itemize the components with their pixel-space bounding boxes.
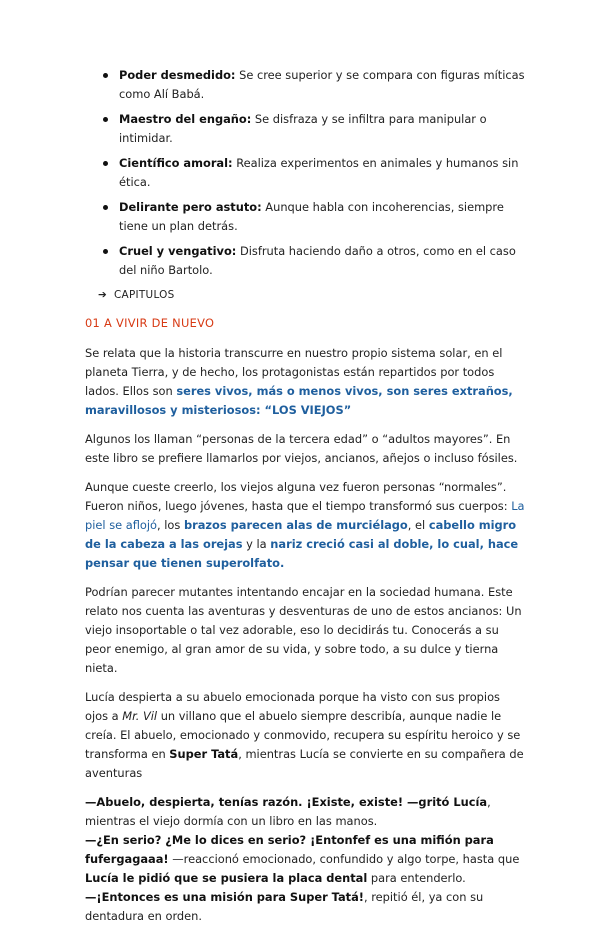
dialog-line: —¿En serio? ¿Me lo dices en serio? ¡Entonfef es una mifión para fufergagaaa! —reaccionó emocionado, confundido y algo torpe, hasta que Lucía le pidió que se pusiera la placa dental para entenderlo. <box>85 833 520 885</box>
paragraph: Lucía despierta a su abuelo emocionada porque ha visto con sus propios ojos a Mr. Vil un villano que el abuelo siempre describía, aunque nadie le creía. El abuelo, emocionado y conmovido, recupera su espíritu heroico y se transforma en Super Tatá, mientras Lucía se convierte en su compañera de aventuras <box>85 690 524 780</box>
dialog-block <box>85 793 525 926</box>
list-item: Maestro del engaño: Se disfraza y se infiltra para manipular o intimidar. <box>85 110 525 148</box>
paragraph: Se relata que la historia transcurre en nuestro propio sistema solar, en el planeta Tierra, y de hecho, los protagonistas están repartidos por todos lados. Ellos son seres vivos, más o menos vivos, son seres extraños, maravillosos y misteriosos: “LOS VIEJOS” <box>85 346 513 417</box>
dialog-line: —Abuelo, despierta, tenías razón. ¡Existe, existe! —gritó Lucía, mientras el viejo dormía con un libro en las manos. <box>85 795 491 828</box>
arrow-right-icon: ➔ <box>98 289 108 301</box>
paragraph: Aunque cueste creerlo, los viejos alguna vez fueron personas “normales”. Fueron niños, luego jóvenes, hasta que el tiempo transformó sus cuerpos: La piel se aflojó, los brazos parecen alas de murciélago, el cabello migro de la cabeza a las orejas y la nariz creció casi al doble, lo cual, hace pensar que tienen superolfato. <box>85 480 525 570</box>
list-item: Delirante pero astuto: Aunque habla con incoherencias, siempre tiene un plan detrás. <box>85 198 525 236</box>
section-label: CAPITULOS <box>114 289 175 301</box>
paragraph: Algunos los llaman “personas de la tercera edad” o “adultos mayores”. En este libro se prefiere llamarlos por viejos, ancianos, añejos o incluso fósiles. <box>85 432 518 465</box>
bullet-icon <box>103 161 108 166</box>
paragraph: Podrían parecer mutantes intentando encajar en la sociedad humana. Este relato nos cuenta las aventuras y desventuras de uno de estos ancianos: Un viejo insoportable o tal vez adorable, eso lo decidirás tu. Conocerás a su peor enemigo, al gran amor de su vida, y sobre todo, a su dulce y tierna nieta. <box>85 585 522 675</box>
villain-name: Mr. Vil <box>122 709 158 723</box>
chapter-title: 01 A VIVIR DE NUEVO <box>85 316 215 330</box>
list-item: Poder desmedido: Se cree superior y se compara con figuras míticas como Alí Babá. <box>85 66 525 104</box>
bullet-icon <box>103 73 108 78</box>
list-item: Científico amoral: Realiza experimentos en animales y humanos sin ética. <box>85 154 525 192</box>
bullet-icon <box>103 249 108 254</box>
bullet-icon <box>103 117 108 122</box>
highlight: seres vivos, más o menos vivos, son seres extraños, maravillosos y misteriosos: “LOS VIEJOS” <box>85 384 513 417</box>
villain-traits-list <box>85 66 525 280</box>
dialog-line: —¡Entonces es una misión para Super Tatá!, repitió él, ya con su dentadura en orden. <box>85 890 484 923</box>
highlight: cabello migro de la cabeza a las orejas <box>85 518 517 551</box>
list-item: Cruel y vengativo: Disfruta haciendo daño a otros, como en el caso del niño Bartolo. <box>85 242 525 280</box>
hero-name: Super Tatá <box>169 747 239 761</box>
section-heading <box>85 286 525 305</box>
highlight: brazos parecen alas de murciélago <box>183 518 408 532</box>
document-content <box>85 66 525 926</box>
highlight: nariz creció casi al doble, lo cual, hace pensar que tienen superolfato. <box>85 537 519 570</box>
highlight: La piel se aflojó <box>85 499 525 532</box>
bullet-icon <box>103 205 108 210</box>
